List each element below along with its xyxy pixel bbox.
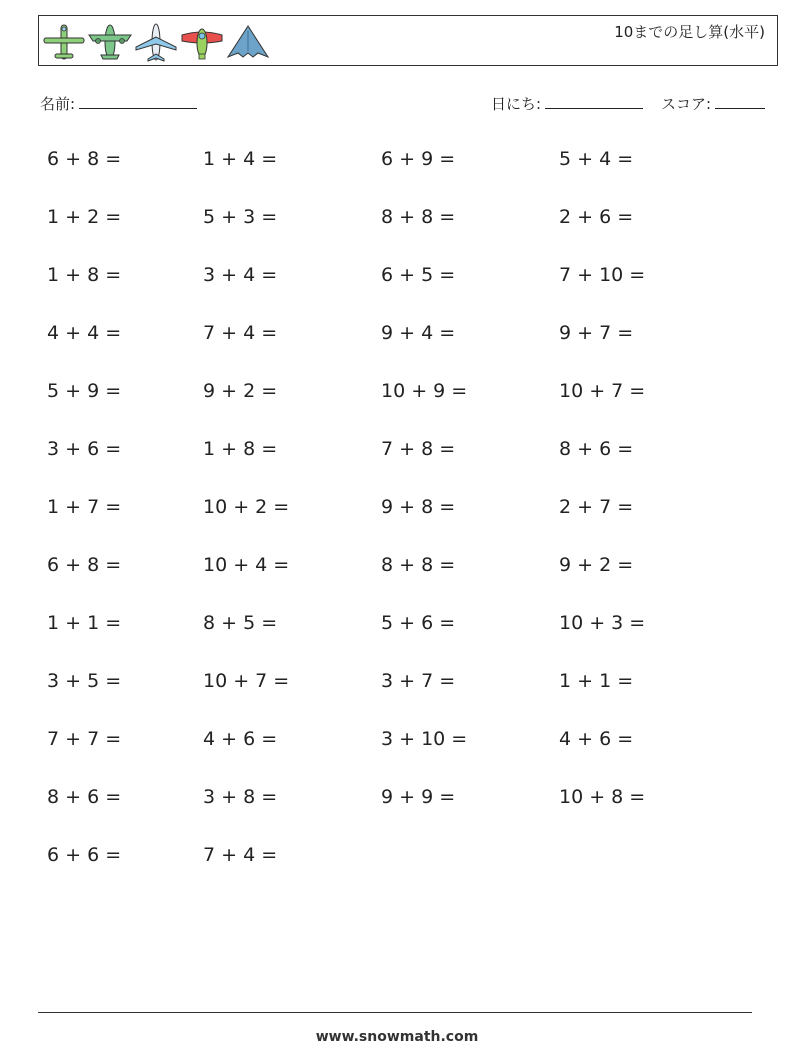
addition-problem: 5 + 6 = — [381, 612, 456, 634]
addition-problem: 6 + 6 = — [47, 844, 122, 866]
addition-problem: 3 + 7 = — [381, 670, 456, 692]
addition-problem: 7 + 8 = — [381, 438, 456, 460]
addition-problem: 5 + 9 = — [47, 380, 122, 402]
addition-problem: 4 + 6 = — [559, 728, 634, 750]
addition-problem: 8 + 8 = — [381, 554, 456, 576]
addition-problem: 10 + 2 = — [203, 496, 290, 518]
addition-problem: 3 + 5 = — [47, 670, 122, 692]
addition-problem: 6 + 8 = — [47, 148, 122, 170]
addition-problem: 2 + 7 = — [559, 496, 634, 518]
addition-problem: 10 + 8 = — [559, 786, 646, 808]
addition-problem: 7 + 10 = — [559, 264, 646, 286]
addition-problem: 3 + 10 = — [381, 728, 468, 750]
addition-problem: 8 + 5 = — [203, 612, 278, 634]
addition-problem: 1 + 1 = — [559, 670, 634, 692]
addition-problem: 6 + 8 = — [47, 554, 122, 576]
addition-problem: 9 + 9 = — [381, 786, 456, 808]
addition-problem: 8 + 6 = — [559, 438, 634, 460]
addition-problem: 7 + 7 = — [47, 728, 122, 750]
addition-problem: 6 + 5 = — [381, 264, 456, 286]
addition-problem: 3 + 6 = — [47, 438, 122, 460]
addition-problem: 8 + 6 = — [47, 786, 122, 808]
addition-problem: 10 + 9 = — [381, 380, 468, 402]
addition-problem: 1 + 4 = — [203, 148, 278, 170]
addition-problem: 7 + 4 = — [203, 322, 278, 344]
addition-problem: 1 + 8 = — [203, 438, 278, 460]
addition-problem: 6 + 9 = — [381, 148, 456, 170]
footer-url: www.snowmath.com — [315, 1029, 479, 1045]
date-label: 日にち: — [491, 95, 542, 113]
addition-problem: 9 + 4 = — [381, 322, 456, 344]
addition-problem: 9 + 8 = — [381, 496, 456, 518]
addition-problem: 1 + 2 = — [47, 206, 122, 228]
addition-problem: 7 + 4 = — [203, 844, 278, 866]
addition-problem: 10 + 3 = — [559, 612, 646, 634]
addition-problem: 10 + 4 = — [203, 554, 290, 576]
addition-problem: 8 + 8 = — [381, 206, 456, 228]
addition-problem: 3 + 4 = — [203, 264, 278, 286]
addition-problem: 1 + 8 = — [47, 264, 122, 286]
addition-problem: 9 + 7 = — [559, 322, 634, 344]
addition-problem: 10 + 7 = — [203, 670, 290, 692]
addition-problem: 10 + 7 = — [559, 380, 646, 402]
addition-problem: 3 + 8 = — [203, 786, 278, 808]
addition-problem: 1 + 1 = — [47, 612, 122, 634]
name-label: 名前: — [40, 95, 76, 113]
score-label: スコア: — [661, 95, 712, 113]
addition-problem: 9 + 2 = — [559, 554, 634, 576]
addition-problem: 9 + 2 = — [203, 380, 278, 402]
addition-problem: 5 + 4 = — [559, 148, 634, 170]
addition-problem: 4 + 4 = — [47, 322, 122, 344]
worksheet-title: 10までの足し算(水平) — [614, 23, 765, 41]
addition-problem: 2 + 6 = — [559, 206, 634, 228]
footer-divider — [38, 1012, 752, 1013]
addition-problem: 5 + 3 = — [203, 206, 278, 228]
addition-problem: 4 + 6 = — [203, 728, 278, 750]
addition-problem: 1 + 7 = — [47, 496, 122, 518]
